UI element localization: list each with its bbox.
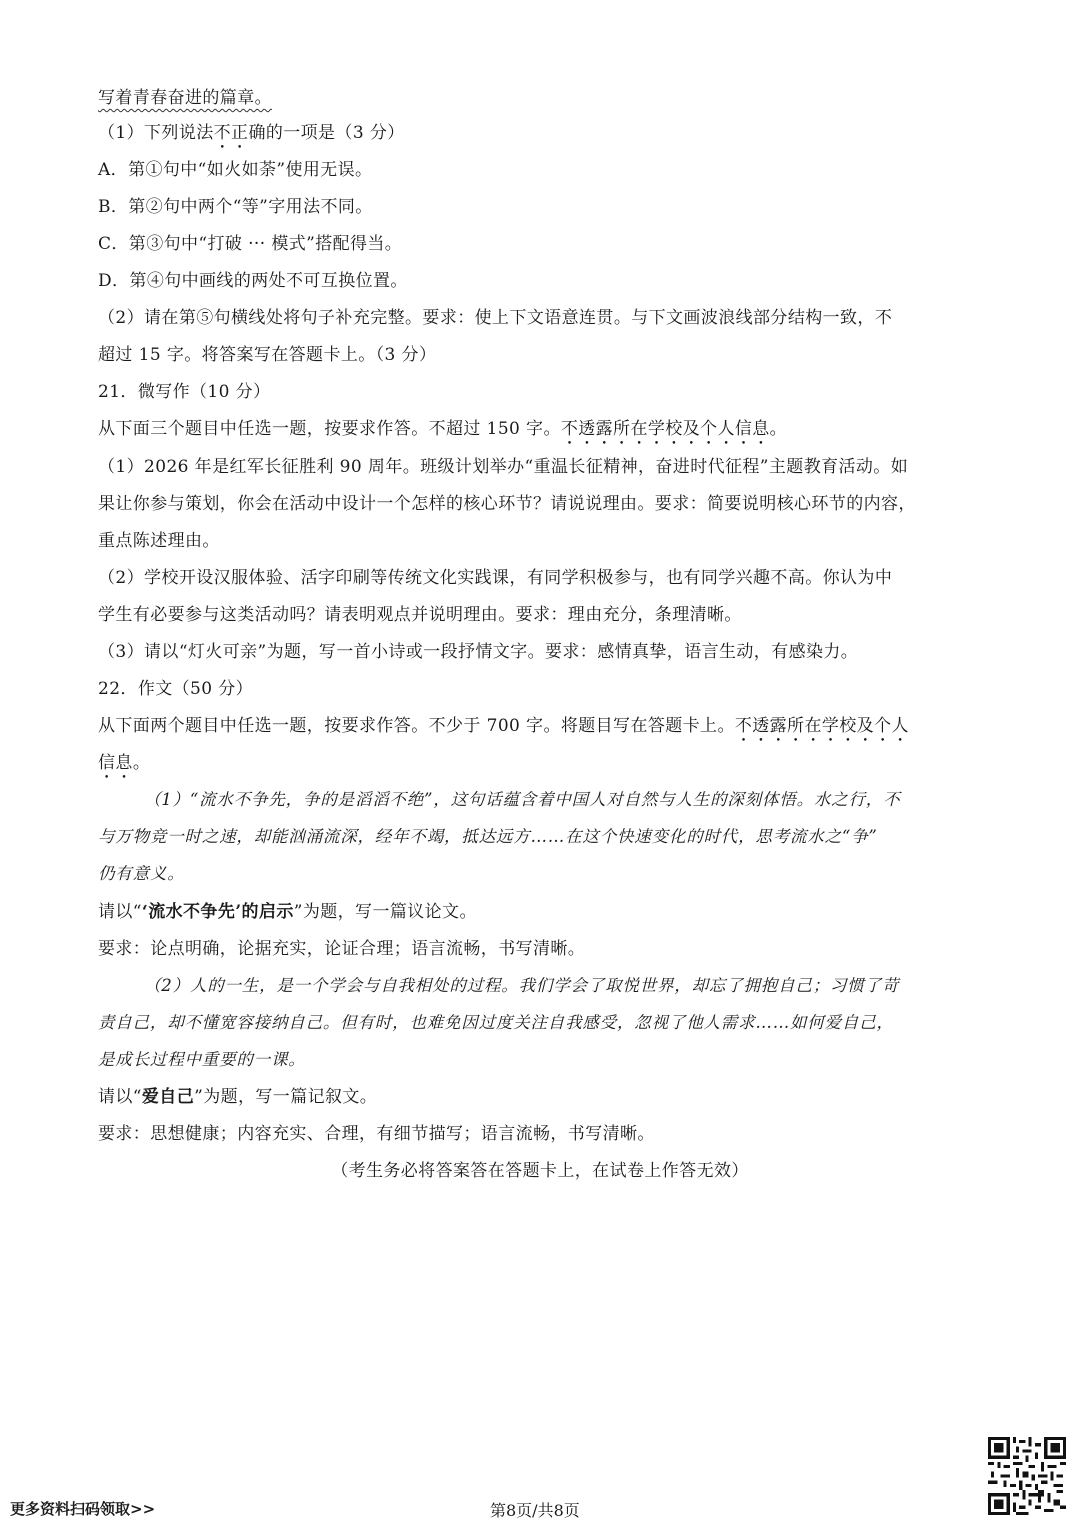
top-line (98, 86, 988, 110)
notice: （考生务必将答案答在答题卡上，在试卷上作答无效） (331, 1161, 749, 1181)
emphasis-dots: 不透露所在学校及个人 (734, 716, 909, 736)
q22-req2: 要求：思想健康；内容充实、合理，有细节描写；语言流畅，书写清晰。 (98, 1124, 655, 1144)
q22-intro-line2: 信息。 (98, 753, 151, 773)
q21-opt1-line1: （1）2026 年是红军长征胜利 90 周年。班级计划举办“重温长征精神，奋进时代征程”主题教育活动。如 (98, 457, 909, 477)
q22-heading: 22．作文（50 分） (98, 679, 254, 699)
q22-prompt2-line1: （2）人的一生，是一个学会与自我相处的过程。我们学会了取悦世界，却忘了拥抱自己；习惯了苛 (144, 976, 900, 995)
option-a: A．第①句中“如火如荼”使用无误。 (98, 160, 373, 180)
bold-title: ‘流水不争先’的启示 (141, 902, 294, 922)
q22-intro-line1: 从下面两个题目中任选一题，按要求作答。不少于 700 字。将题目写在答题卡上。不透露所在学校及个人 (98, 716, 909, 736)
q21-heading: 21．微写作（10 分） (98, 382, 271, 402)
q20-2-line1: （2）请在第⑤句横线处将句子补充完整。要求：使上下文语意连贯。与下文画波浪线部分结构一致，不 (98, 308, 893, 328)
q21-opt2-line2: 学生有必要参与这类活动吗？请表明观点并说明理由。要求：理由充分，条理清晰。 (98, 605, 742, 625)
q22-prompt1-line3: 仍有意义。 (98, 864, 185, 883)
q21-intro: 从下面三个题目中任选一题，按要求作答。不超过 150 字。不透露所在学校及个人信息。 (98, 419, 788, 439)
q20-2-line2: 超过 15 字。将答案写在答题卡上。（3 分） (98, 345, 437, 365)
q22-prompt2-line3: 是成长过程中重要的一课。 (98, 1050, 306, 1069)
q22-title1: 请以“‘流水不争先’的启示”为题，写一篇议论文。 (98, 902, 477, 922)
emphasis-dots: 不透露所在学校及个人信息 (560, 419, 770, 439)
wavy-underlined-text: 写着青春奋进的篇章。 (98, 88, 272, 108)
page-number: 第8页/共8页 (490, 1501, 580, 1520)
emphasis-dots: 不正 (213, 123, 249, 143)
emphasis-dots: 信息 (98, 753, 133, 773)
option-d: D．第④句中画线的两处不可互换位置。 (98, 271, 408, 291)
bold-title: 爱自己 (141, 1087, 195, 1107)
q22-prompt2-line2: 责自己，却不懂宽容接纳自己。但有时，也难免因过度关注自我感受，忽视了他人需求……如何爱自己， (98, 1013, 894, 1032)
q21-opt3: （3）请以“灯火可亲”为题，写一首小诗或一段抒情文字。要求：感情真挚，语言生动，有感染力。 (98, 642, 859, 662)
footer-more-resources-link[interactable]: 更多资料扫码领取>> (10, 1500, 156, 1518)
q21-opt2-line1: （2）学校开设汉服体验、活字印刷等传统文化实践课，有同学积极参与，也有同学兴趣不高。你认为中 (98, 568, 893, 588)
option-c: C．第③句中“打破 ··· 模式”搭配得当。 (98, 234, 403, 254)
option-b: B．第②句中两个“等”字用法不同。 (98, 197, 373, 217)
q21-opt1-line2: 果让你参与策划，你会在活动中设计一个怎样的核心环节？请说说理由。要求：简要说明核心环节的内容， (98, 494, 916, 514)
q22-title2: 请以“爱自己”为题，写一篇记叙文。 (98, 1087, 378, 1107)
q22-prompt1-line2: 与万物竞一时之速，却能汹涌流深，经年不竭，抵达远方……在这个快速变化的时代，思考流水之“争” (98, 827, 878, 846)
q20-1-stem: （1）下列说法不正确的一项是（3 分） (98, 123, 405, 143)
q22-prompt1-line1: （1）“流水不争先，争的是滔滔不绝”，这句话蕴含着中国人对自然与人生的深刻体悟。水之行，不 (144, 790, 901, 809)
q22-req1: 要求：论点明确，论据充实，论证合理；语言流畅，书写清晰。 (98, 939, 586, 959)
qr-code-icon[interactable] (988, 1437, 1066, 1515)
q21-opt1-line3: 重点陈述理由。 (98, 531, 220, 551)
